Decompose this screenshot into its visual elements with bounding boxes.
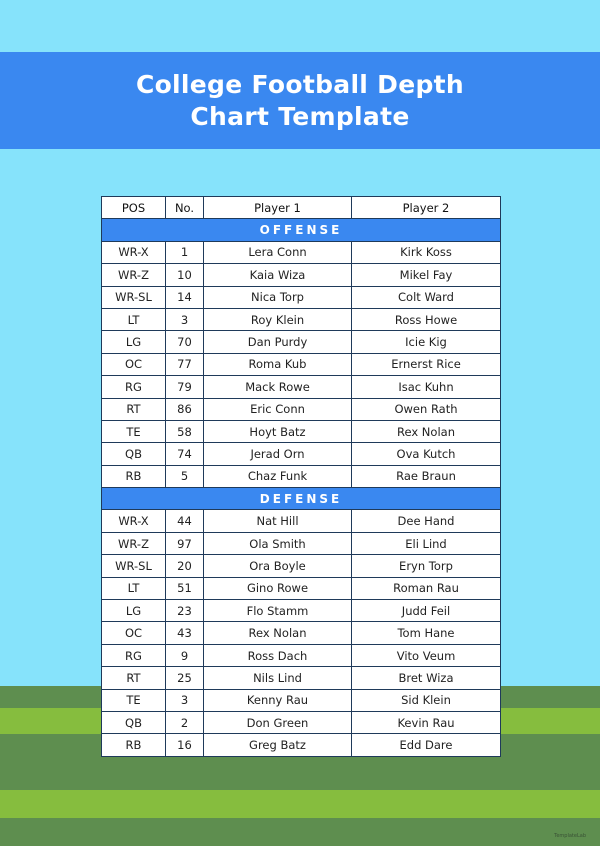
number-cell: 77	[166, 353, 204, 375]
number-cell: 44	[166, 510, 204, 532]
section-label: DEFENSE	[102, 488, 501, 510]
table-row	[102, 264, 501, 286]
player2-cell: Colt Ward	[352, 286, 501, 308]
player2-cell: Vito Veum	[352, 644, 501, 666]
section-label: OFFENSE	[102, 219, 501, 241]
position-cell: RB	[102, 734, 166, 756]
player2-cell: Dee Hand	[352, 510, 501, 532]
number-cell: 23	[166, 600, 204, 622]
table-row	[102, 532, 501, 554]
column-header-no: No.	[166, 197, 204, 219]
position-cell: RB	[102, 465, 166, 487]
player2-cell: Judd Feil	[352, 600, 501, 622]
player1-cell: Roma Kub	[204, 353, 352, 375]
table-row	[102, 510, 501, 532]
table-row	[102, 443, 501, 465]
header-row	[102, 197, 501, 219]
depth-chart-table	[101, 196, 501, 757]
player1-cell: Roy Klein	[204, 308, 352, 330]
player1-cell: Ola Smith	[204, 532, 352, 554]
position-cell: OC	[102, 353, 166, 375]
table-row	[102, 689, 501, 711]
player2-cell: Icie Kig	[352, 331, 501, 353]
player2-cell: Bret Wiza	[352, 667, 501, 689]
player1-cell: Kenny Rau	[204, 689, 352, 711]
player2-cell: Edd Dare	[352, 734, 501, 756]
player1-cell: Mack Rowe	[204, 376, 352, 398]
position-cell: RT	[102, 667, 166, 689]
position-cell: RG	[102, 376, 166, 398]
number-cell: 86	[166, 398, 204, 420]
table-row	[102, 644, 501, 666]
player1-cell: Ora Boyle	[204, 555, 352, 577]
player2-cell: Tom Hane	[352, 622, 501, 644]
position-cell: QB	[102, 443, 166, 465]
number-cell: 79	[166, 376, 204, 398]
number-cell: 74	[166, 443, 204, 465]
number-cell: 20	[166, 555, 204, 577]
watermark-logo: TemplateLab	[554, 833, 586, 839]
position-cell: RG	[102, 644, 166, 666]
table-row	[102, 555, 501, 577]
player1-cell: Eric Conn	[204, 398, 352, 420]
player1-cell: Hoyt Batz	[204, 420, 352, 442]
player2-cell: Ernerst Rice	[352, 353, 501, 375]
player2-cell: Ross Howe	[352, 308, 501, 330]
number-cell: 70	[166, 331, 204, 353]
player2-cell: Eli Lind	[352, 532, 501, 554]
title-banner	[0, 52, 600, 149]
position-cell: LG	[102, 331, 166, 353]
position-cell: LT	[102, 577, 166, 599]
player1-cell: Greg Batz	[204, 734, 352, 756]
position-cell: WR-Z	[102, 264, 166, 286]
table-row	[102, 376, 501, 398]
table-row	[102, 711, 501, 733]
grass-stripe	[0, 790, 600, 818]
player1-cell: Jerad Orn	[204, 443, 352, 465]
player2-cell: Eryn Torp	[352, 555, 501, 577]
table-row	[102, 600, 501, 622]
number-cell: 58	[166, 420, 204, 442]
position-cell: TE	[102, 689, 166, 711]
player1-cell: Nica Torp	[204, 286, 352, 308]
position-cell: LG	[102, 600, 166, 622]
number-cell: 2	[166, 711, 204, 733]
number-cell: 51	[166, 577, 204, 599]
table-row	[102, 286, 501, 308]
table-body	[102, 219, 501, 756]
position-cell: TE	[102, 420, 166, 442]
column-header-player2: Player 2	[352, 197, 501, 219]
player1-cell: Nat Hill	[204, 510, 352, 532]
player1-cell: Chaz Funk	[204, 465, 352, 487]
page-title: College Football Depth Chart Template	[135, 69, 465, 131]
grass-stripe	[0, 818, 600, 846]
number-cell: 25	[166, 667, 204, 689]
player2-cell: Sid Klein	[352, 689, 501, 711]
position-cell: RT	[102, 398, 166, 420]
table-row	[102, 308, 501, 330]
player2-cell: Rex Nolan	[352, 420, 501, 442]
player2-cell: Rae Braun	[352, 465, 501, 487]
player1-cell: Dan Purdy	[204, 331, 352, 353]
number-cell: 16	[166, 734, 204, 756]
number-cell: 14	[166, 286, 204, 308]
table-row	[102, 420, 501, 442]
column-header-pos: POS	[102, 197, 166, 219]
column-header-player1: Player 1	[204, 197, 352, 219]
player1-cell: Nils Lind	[204, 667, 352, 689]
table-row	[102, 465, 501, 487]
table-row	[102, 353, 501, 375]
table-row	[102, 398, 501, 420]
player1-cell: Gino Rowe	[204, 577, 352, 599]
position-cell: WR-X	[102, 241, 166, 263]
player2-cell: Mikel Fay	[352, 264, 501, 286]
number-cell: 43	[166, 622, 204, 644]
number-cell: 3	[166, 689, 204, 711]
number-cell: 10	[166, 264, 204, 286]
number-cell: 97	[166, 532, 204, 554]
player1-cell: Kaia Wiza	[204, 264, 352, 286]
section-header-offense	[102, 219, 501, 241]
table-row	[102, 734, 501, 756]
table-row	[102, 622, 501, 644]
table-row	[102, 331, 501, 353]
number-cell: 1	[166, 241, 204, 263]
table-row	[102, 577, 501, 599]
player2-cell: Isac Kuhn	[352, 376, 501, 398]
position-cell: WR-Z	[102, 532, 166, 554]
number-cell: 3	[166, 308, 204, 330]
player1-cell: Lera Conn	[204, 241, 352, 263]
position-cell: LT	[102, 308, 166, 330]
player1-cell: Flo Stamm	[204, 600, 352, 622]
player2-cell: Roman Rau	[352, 577, 501, 599]
table-row	[102, 667, 501, 689]
position-cell: WR-SL	[102, 286, 166, 308]
player1-cell: Don Green	[204, 711, 352, 733]
position-cell: WR-X	[102, 510, 166, 532]
player1-cell: Rex Nolan	[204, 622, 352, 644]
section-header-defense	[102, 488, 501, 510]
table-row	[102, 241, 501, 263]
player2-cell: Ova Kutch	[352, 443, 501, 465]
player1-cell: Ross Dach	[204, 644, 352, 666]
position-cell: WR-SL	[102, 555, 166, 577]
position-cell: QB	[102, 711, 166, 733]
player2-cell: Kevin Rau	[352, 711, 501, 733]
player2-cell: Kirk Koss	[352, 241, 501, 263]
position-cell: OC	[102, 622, 166, 644]
number-cell: 5	[166, 465, 204, 487]
number-cell: 9	[166, 644, 204, 666]
player2-cell: Owen Rath	[352, 398, 501, 420]
